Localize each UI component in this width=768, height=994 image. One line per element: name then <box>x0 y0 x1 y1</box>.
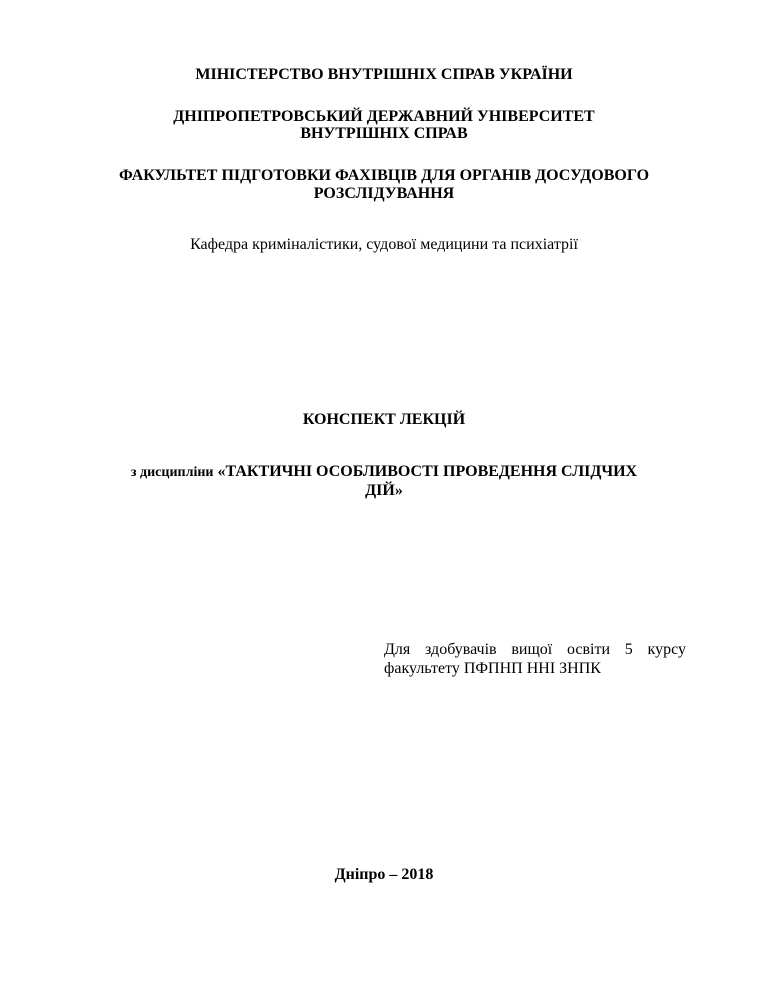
faculty-heading-line1: ФАКУЛЬТЕТ ПІДГОТОВКИ ФАХІВЦІВ ДЛЯ ОРГАНІВ ДОСУДОВОГО <box>118 167 650 184</box>
discipline-line2: ДІЙ» <box>365 482 403 499</box>
ministry-heading: МІНІСТЕРСТВО ВНУТРІШНІХ СПРАВ УКРАЇНИ <box>195 66 573 83</box>
audience-word: освіти <box>566 641 611 658</box>
audience-word: Для <box>384 641 411 658</box>
audience-word: 5 <box>624 641 633 658</box>
document-title: КОНСПЕКТ ЛЕКЦІЙ <box>302 411 466 428</box>
audience-word: курсу <box>647 641 686 658</box>
university-heading-line1: ДНІПРОПЕТРОВСЬКИЙ ДЕРЖАВНИЙ УНІВЕРСИТЕТ <box>173 108 595 125</box>
audience-line2: факультету ПФПНП ННІ ЗНПК <box>384 660 601 677</box>
audience-word: вищої <box>511 641 553 658</box>
department-name: Кафедра криміналістики, судової медицини та психіатрії <box>190 236 578 253</box>
faculty-heading-line2: РОЗСЛІДУВАННЯ <box>313 185 455 202</box>
audience-block <box>384 640 686 678</box>
discipline-prefix: з дисципліни <box>130 465 214 480</box>
discipline-name-part1: «ТАКТИЧНІ ОСОБЛИВОСТІ ПРОВЕДЕННЯ СЛІДЧИХ <box>217 463 638 480</box>
audience-word: здобувачів <box>425 641 497 658</box>
audience-line1 <box>384 640 686 659</box>
place-year: Дніпро – 2018 <box>334 866 434 883</box>
university-heading-line2: ВНУТРІШНІХ СПРАВ <box>300 125 468 142</box>
discipline-line1 <box>0 462 768 482</box>
